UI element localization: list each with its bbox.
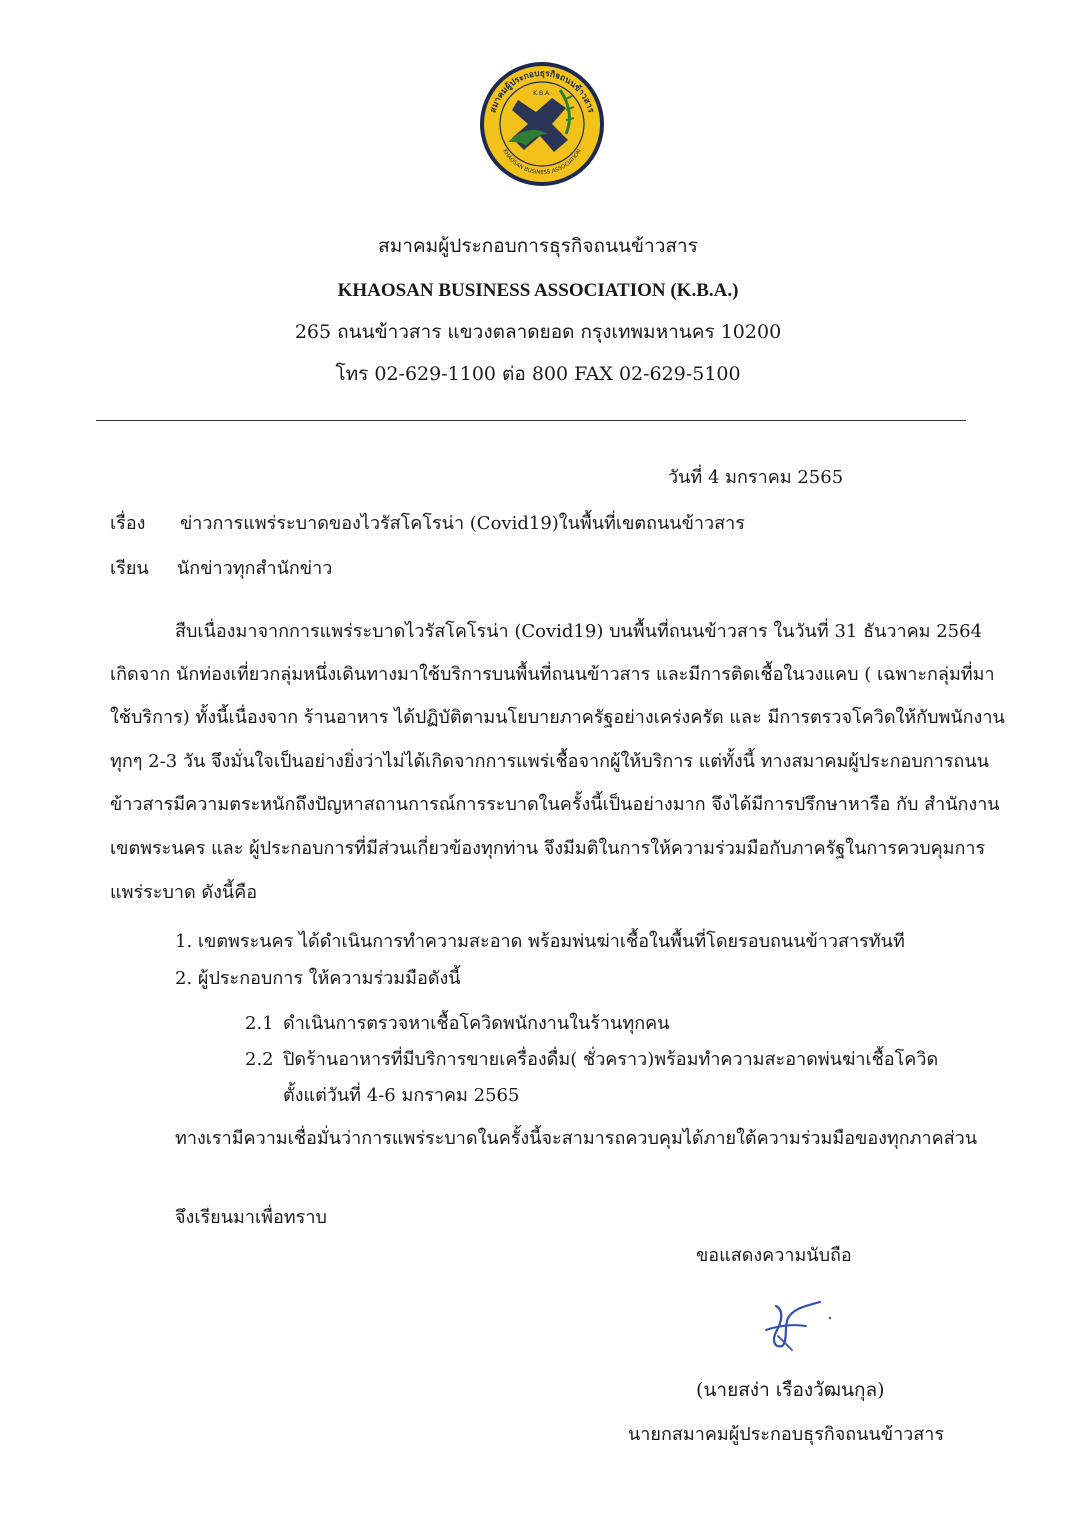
list-item-2-2-number: 2.2 (245, 1049, 274, 1070)
svg-text:สมาคมผู้ประกอบธุรกิจถนนข้าวสาร: สมาคมผู้ประกอบธุรกิจถนนข้าวสาร (488, 68, 596, 115)
association-contact: โทร 02-629-1100 ต่อ 800 FAX 02-629-5100 (335, 363, 741, 385)
signer-name: (นายสง่า เรืองวัฒนกุล) (696, 1379, 885, 1401)
svg-text:K.B.A.: K.B.A. (533, 90, 551, 97)
to-label: เรียน (110, 558, 149, 579)
list-item-1: 1. เขตพระนคร ได้ดำเนินการทำความสะอาด พร้อมพ่นฆ่าเชื้อในพื้นที่โดยรอบถนนข้าวสารทันที (175, 931, 905, 952)
list-item-2: 2. ผู้ประกอบการ ให้ความร่วมมือดังนี้ (175, 968, 461, 989)
list-item-2-1: ดำเนินการตรวจหาเชื้อโควิดพนักงานในร้านทุกคน (283, 1013, 670, 1034)
signature-image (758, 1296, 838, 1360)
body-line: แพร่ระบาด ดังนี้คือ (110, 882, 258, 903)
signer-title: นายกสมาคมผู้ประกอบธุรกิจถนนข้าวสาร (628, 1424, 945, 1445)
list-item-2-2: ปิดร้านอาหารที่มีบริการขายเครื่องดื่ม( ชั่วคราว)พร้อมทำความสะอาดพ่นฆ่าเชื้อโควิด (283, 1049, 939, 1070)
body-line: เกิดจาก นักท่องเที่ยวกลุ่มหนึ่งเดินทางมาใช้บริการบนพื้นที่ถนนข้าวสาร และมีการติดเชื้อในวงแคบ ( เฉพาะกลุ่มที่มา (110, 664, 995, 685)
association-name-th: สมาคมผู้ประกอบการธุรกิจถนนข้าวสาร (378, 235, 698, 257)
body-line: สืบเนื่องมาจากการแพร่ระบาดไวรัสโคโรน่า (Covid19) บนพื้นที่ถนนข้าวสาร ในวันที่ 31 ธันวาคม 2564 (175, 621, 983, 642)
association-name-en: KHAOSAN BUSINESS ASSOCIATION (K.B.A.) (337, 280, 739, 301)
body-line: ข้าวสารมีความตระหนักถึงปัญหาสถานการณ์การระบาดในครั้งนี้เป็นอย่างมาก จึงได้มีการปรึกษาหารือ กับ สำนักงาน (110, 794, 1000, 815)
regards: ขอแสดงความนับถือ (696, 1245, 852, 1266)
body-line: ใช้บริการ) ทั้งนี้เนื่องจาก ร้านอาหาร ได้ปฏิบัติตามนโยบายภาครัฐอย่างเคร่งครัด และ มีการตรวจโควิดให้กับพนักงาน (110, 707, 1005, 728)
svg-text:KHAOSAN BUSINESS ASSOCIATION: KHAOSAN BUSINESS ASSOCIATION (501, 148, 583, 177)
body-line: ทุกๆ 2-3 วัน จึงมั่นใจเป็นอย่างยิ่งว่าไม่ได้เกิดจากการแพร่เชื้อจากผู้ให้บริการ แต่ทั้งนี้ ทางสมาคมผู้ประกอบการถนน (110, 751, 989, 772)
letter-date: วันที่ 4 มกราคม 2565 (668, 467, 844, 488)
closing-statement: ทางเรามีความเชื่อมั่นว่าการแพร่ระบาดในครั้งนี้จะสามารถควบคุมได้ภายใต้ความร่วมมือของทุกภาคส่วน (175, 1128, 978, 1149)
closing-line: จึงเรียนมาเพื่อทราบ (175, 1207, 327, 1228)
to-text: นักข่าวทุกสำนักข่าว (177, 558, 333, 579)
subject-text: ข่าวการแพร่ระบาดของไวรัสโคโรน่า (Covid19)ในพื้นที่เขตถนนข้าวสาร (180, 513, 745, 534)
kba-logo (478, 60, 606, 188)
list-item-2-1-number: 2.1 (245, 1013, 274, 1034)
subject-label: เรื่อง (110, 513, 146, 534)
list-item-2-2-continued: ตั้งแต่วันที่ 4-6 มกราคม 2565 (283, 1085, 520, 1106)
association-address: 265 ถนนข้าวสาร แขวงตลาดยอด กรุงเทพมหานคร 10200 (294, 321, 782, 343)
body-line: เขตพระนคร และ ผู้ประกอบการที่มีส่วนเกี่ยวข้องทุกท่าน จึงมีมติในการให้ความร่วมมือกับภาครัฐในการควบคุมการ (110, 838, 986, 859)
header-divider (96, 420, 966, 421)
